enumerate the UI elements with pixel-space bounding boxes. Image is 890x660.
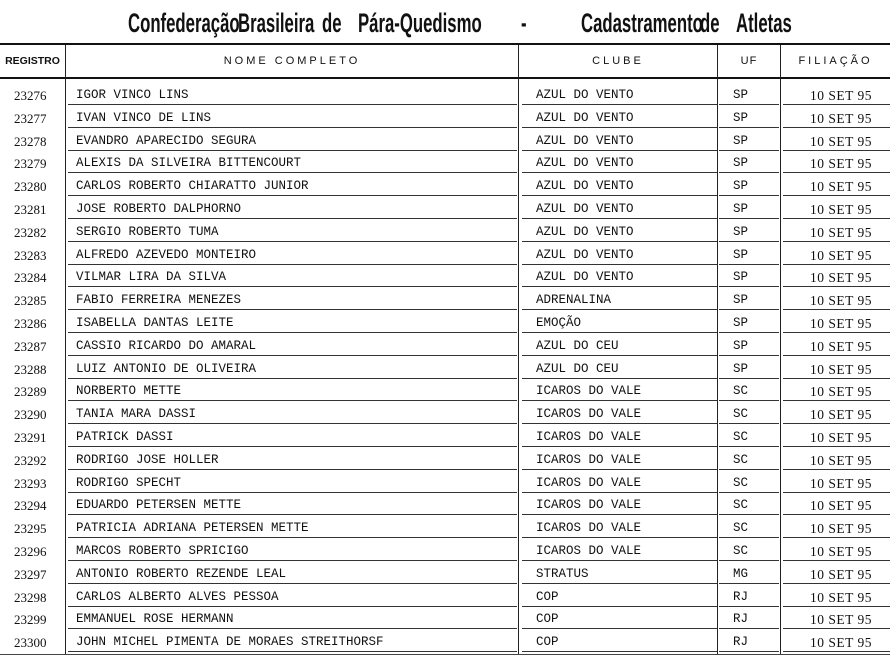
nome-cell: MARCOS ROBERTO SPRICIGO — [76, 543, 249, 558]
row-underline — [68, 218, 517, 219]
table-row — [0, 380, 890, 403]
uf-cell: RJ — [733, 612, 749, 627]
registro-cell: 23285 — [14, 293, 47, 309]
title-word: de — [700, 8, 720, 38]
row-underline — [68, 492, 517, 493]
filiacao-cell: 10 SET 95 — [810, 247, 873, 263]
row-underline — [68, 332, 517, 333]
uf-cell: SP — [733, 156, 749, 171]
nome-cell: CARLOS ALBERTO ALVES PESSOA — [76, 589, 279, 604]
row-underline — [68, 264, 517, 265]
row-underline — [719, 492, 779, 493]
filiacao-cell: 10 SET 95 — [810, 384, 873, 400]
row-underline — [522, 195, 717, 196]
row-underline — [719, 423, 779, 424]
filiacao-cell: 10 SET 95 — [810, 407, 873, 423]
nome-cell: IVAN VINCO DE LINS — [76, 110, 212, 125]
clube-cell: ICAROS DO VALE — [536, 498, 642, 513]
title-word: - — [521, 8, 527, 38]
nome-cell: JOSE ROBERTO DALPHORNO — [76, 201, 242, 216]
nome-cell: TANIA MARA DASSI — [76, 407, 197, 422]
row-underline — [719, 286, 779, 287]
registro-cell: 23286 — [14, 315, 47, 331]
table-row — [0, 540, 890, 563]
row-underline — [719, 195, 779, 196]
table-row — [0, 266, 890, 289]
row-underline — [719, 583, 779, 584]
row-underline — [68, 127, 517, 128]
clube-cell: AZUL DO CEU — [536, 338, 619, 353]
table-row — [0, 608, 890, 631]
row-underline — [522, 400, 717, 401]
nome-cell: JOHN MICHEL PIMENTA DE MORAES STREITHORSF — [76, 635, 384, 650]
clube-cell: AZUL DO CEU — [536, 361, 619, 376]
row-underline — [783, 560, 890, 561]
nome-cell: VILMAR LIRA DA SILVA — [76, 270, 227, 285]
table-row — [0, 517, 890, 540]
row-underline — [783, 378, 890, 379]
header-rule — [0, 77, 890, 79]
nome-cell: EDUARDO PETERSEN METTE — [76, 498, 242, 513]
registro-cell: 23287 — [14, 338, 47, 354]
row-underline — [68, 628, 517, 629]
row-underline — [719, 332, 779, 333]
clube-cell: AZUL DO VENTO — [536, 88, 634, 102]
header-filiacao: FILIAÇÃO — [798, 55, 873, 67]
row-underline — [68, 150, 517, 151]
uf-cell: SP — [733, 315, 749, 330]
row-underline — [783, 172, 890, 173]
registro-cell: 23293 — [14, 475, 47, 491]
row-underline — [522, 651, 717, 652]
title-word: Atletas — [736, 8, 792, 38]
clube-cell: AZUL DO VENTO — [536, 156, 634, 171]
table-row — [0, 472, 890, 495]
row-underline — [522, 127, 717, 128]
registro-cell: 23278 — [14, 133, 47, 149]
row-underline — [68, 514, 517, 515]
row-underline — [522, 264, 717, 265]
row-underline — [783, 264, 890, 265]
row-underline — [68, 537, 517, 538]
row-underline — [68, 583, 517, 584]
nome-cell: EMMANUEL ROSE HERMANN — [76, 612, 234, 627]
uf-cell: SC — [733, 384, 749, 399]
registro-cell: 23295 — [14, 521, 47, 537]
row-underline — [783, 286, 890, 287]
registro-cell: 23288 — [14, 361, 47, 377]
row-underline — [522, 286, 717, 287]
registro-cell: 23300 — [14, 635, 47, 651]
filiacao-cell: 10 SET 95 — [810, 133, 873, 149]
row-underline — [783, 537, 890, 538]
nome-cell: PATRICIA ADRIANA PETERSEN METTE — [76, 521, 309, 536]
header-nome-completo: NOME COMPLETO — [223, 55, 361, 67]
row-underline — [719, 172, 779, 173]
registro-cell: 23280 — [14, 179, 47, 195]
row-underline — [783, 514, 890, 515]
filiacao-cell: 10 SET 95 — [810, 566, 873, 582]
filiacao-cell: 10 SET 95 — [810, 179, 873, 195]
table-row — [0, 107, 890, 130]
filiacao-cell: 10 SET 95 — [810, 429, 873, 445]
uf-cell: SP — [733, 201, 749, 216]
row-underline — [522, 150, 717, 151]
clube-cell: ICAROS DO VALE — [536, 543, 642, 558]
clube-cell: AZUL DO VENTO — [536, 270, 634, 285]
filiacao-cell: 10 SET 95 — [810, 224, 873, 240]
row-underline — [522, 560, 717, 561]
row-underline — [719, 127, 779, 128]
uf-cell: SC — [733, 407, 749, 422]
nome-cell: IGOR VINCO LINS — [76, 88, 189, 102]
registro-cell: 23297 — [14, 566, 47, 582]
nome-cell: LUIZ ANTONIO DE OLIVEIRA — [76, 361, 257, 376]
table-row — [0, 244, 890, 267]
row-underline — [719, 446, 779, 447]
uf-cell: SP — [733, 224, 749, 239]
row-underline — [719, 241, 779, 242]
row-underline — [783, 606, 890, 607]
row-underline — [68, 104, 517, 105]
uf-cell: SP — [733, 110, 749, 125]
uf-cell: SC — [733, 543, 749, 558]
row-underline — [522, 355, 717, 356]
row-underline — [783, 150, 890, 151]
uf-cell: MG — [733, 566, 749, 581]
registro-cell: 23279 — [14, 156, 47, 172]
uf-cell: SC — [733, 429, 749, 444]
table-row — [0, 631, 890, 654]
row-underline — [783, 423, 890, 424]
clube-cell: AZUL DO VENTO — [536, 133, 634, 148]
title-word: Confederação — [128, 8, 240, 38]
row-underline — [783, 446, 890, 447]
registro-cell: 23291 — [14, 429, 47, 445]
registro-cell: 23284 — [14, 270, 47, 286]
registro-cell: 23296 — [14, 543, 47, 559]
nome-cell: RODRIGO JOSE HOLLER — [76, 452, 219, 467]
uf-cell: SC — [733, 498, 749, 513]
registro-cell: 23299 — [14, 612, 47, 628]
row-underline — [522, 309, 717, 310]
row-underline — [68, 241, 517, 242]
registro-cell: 23289 — [14, 384, 47, 400]
row-underline — [719, 606, 779, 607]
registro-cell: 23298 — [14, 589, 47, 605]
row-underline — [522, 583, 717, 584]
row-underline — [522, 446, 717, 447]
row-underline — [719, 400, 779, 401]
row-underline — [68, 423, 517, 424]
clube-cell: STRATUS — [536, 566, 589, 581]
row-underline — [783, 628, 890, 629]
row-underline — [719, 355, 779, 356]
header-registro: REGISTRO — [5, 55, 60, 67]
row-underline — [68, 309, 517, 310]
filiacao-cell: 10 SET 95 — [810, 498, 873, 514]
nome-cell: ANTONIO ROBERTO REZENDE LEAL — [76, 566, 287, 581]
row-underline — [719, 264, 779, 265]
clube-cell: EMOÇÃO — [536, 315, 582, 330]
uf-cell: SP — [733, 361, 749, 376]
row-underline — [719, 537, 779, 538]
table-row — [0, 221, 890, 244]
row-underline — [522, 104, 717, 105]
row-underline — [522, 514, 717, 515]
clube-cell: ICAROS DO VALE — [536, 521, 642, 536]
row-underline — [522, 492, 717, 493]
nome-cell: SERGIO ROBERTO TUMA — [76, 224, 219, 239]
row-underline — [783, 355, 890, 356]
uf-cell: SP — [733, 88, 749, 102]
nome-cell: ALFREDO AZEVEDO MONTEIRO — [76, 247, 257, 262]
row-underline — [68, 400, 517, 401]
uf-cell: RJ — [733, 635, 749, 650]
registro-cell: 23276 — [14, 88, 47, 103]
nome-cell: ISABELLA DANTAS LEITE — [76, 315, 234, 330]
athlete-table — [0, 84, 890, 654]
uf-cell: SC — [733, 452, 749, 467]
table-row — [0, 312, 890, 335]
row-underline — [68, 469, 517, 470]
title-word: Cadastramento — [581, 8, 703, 38]
filiacao-cell: 10 SET 95 — [810, 452, 873, 468]
row-underline — [719, 309, 779, 310]
row-underline — [522, 469, 717, 470]
uf-cell: SP — [733, 247, 749, 262]
clube-cell: AZUL DO VENTO — [536, 247, 634, 262]
filiacao-cell: 10 SET 95 — [810, 315, 873, 331]
clube-cell: ICAROS DO VALE — [536, 429, 642, 444]
clube-cell: AZUL DO VENTO — [536, 179, 634, 194]
table-row — [0, 130, 890, 153]
header-uf: UF — [740, 55, 758, 67]
nome-cell: CARLOS ROBERTO CHIARATTO JUNIOR — [76, 179, 309, 194]
row-underline — [522, 378, 717, 379]
uf-cell: SC — [733, 521, 749, 536]
uf-cell: SP — [733, 179, 749, 194]
row-underline — [783, 583, 890, 584]
filiacao-cell: 10 SET 95 — [810, 475, 873, 491]
clube-cell: AZUL DO VENTO — [536, 110, 634, 125]
row-underline — [522, 218, 717, 219]
clube-cell: COP — [536, 612, 559, 627]
row-underline — [783, 195, 890, 196]
row-underline — [522, 332, 717, 333]
row-underline — [719, 378, 779, 379]
filiacao-cell: 10 SET 95 — [810, 612, 873, 628]
clube-cell: AZUL DO VENTO — [536, 201, 634, 216]
filiacao-cell: 10 SET 95 — [810, 338, 873, 354]
row-underline — [522, 537, 717, 538]
table-row — [0, 198, 890, 221]
registro-cell: 23281 — [14, 201, 47, 217]
row-underline — [68, 378, 517, 379]
row-underline — [719, 514, 779, 515]
row-underline — [783, 332, 890, 333]
row-underline — [783, 651, 890, 652]
registro-cell: 23290 — [14, 407, 47, 423]
table-row — [0, 449, 890, 472]
row-underline — [719, 218, 779, 219]
clube-cell: ICAROS DO VALE — [536, 384, 642, 399]
row-underline — [522, 628, 717, 629]
clube-cell: AZUL DO VENTO — [536, 224, 634, 239]
row-underline — [68, 446, 517, 447]
title-word: de — [322, 8, 342, 38]
table-row — [0, 586, 890, 609]
row-underline — [68, 355, 517, 356]
document-title — [0, 0, 890, 44]
row-underline — [522, 172, 717, 173]
title-word: Pára-Quedismo — [358, 8, 482, 38]
uf-cell: SC — [733, 475, 749, 490]
nome-cell: RODRIGO SPECHT — [76, 475, 182, 490]
filiacao-cell: 10 SET 95 — [810, 589, 873, 605]
filiacao-cell: 10 SET 95 — [810, 270, 873, 286]
uf-cell: SP — [733, 338, 749, 353]
filiacao-cell: 10 SET 95 — [810, 293, 873, 309]
row-underline — [68, 651, 517, 652]
table-row — [0, 403, 890, 426]
row-underline — [68, 172, 517, 173]
table-row — [0, 563, 890, 586]
clube-cell: ICAROS DO VALE — [536, 452, 642, 467]
filiacao-cell: 10 SET 95 — [810, 110, 873, 126]
table-row — [0, 358, 890, 381]
nome-cell: CASSIO RICARDO DO AMARAL — [76, 338, 257, 353]
table-row — [0, 426, 890, 449]
uf-cell: SP — [733, 293, 749, 308]
nome-cell: EVANDRO APARECIDO SEGURA — [76, 133, 257, 148]
filiacao-cell: 10 SET 95 — [810, 521, 873, 537]
nome-cell: FABIO FERREIRA MENEZES — [76, 293, 242, 308]
row-underline — [783, 241, 890, 242]
row-underline — [783, 400, 890, 401]
nome-cell: PATRICK DASSI — [76, 429, 174, 444]
nome-cell: ALEXIS DA SILVEIRA BITTENCOURT — [76, 156, 302, 171]
row-underline — [783, 469, 890, 470]
table-row — [0, 335, 890, 358]
row-underline — [719, 628, 779, 629]
table-row — [0, 175, 890, 198]
row-underline — [719, 651, 779, 652]
row-underline — [719, 150, 779, 151]
row-underline — [68, 560, 517, 561]
registro-cell: 23282 — [14, 224, 47, 240]
table-row — [0, 84, 890, 107]
filiacao-cell: 10 SET 95 — [810, 156, 873, 172]
row-underline — [522, 423, 717, 424]
clube-cell: ICAROS DO VALE — [536, 475, 642, 490]
row-underline — [783, 104, 890, 105]
registro-cell: 23292 — [14, 452, 47, 468]
filiacao-cell: 10 SET 95 — [810, 635, 873, 651]
filiacao-cell: 10 SET 95 — [810, 361, 873, 377]
row-underline — [783, 309, 890, 310]
nome-cell: NORBERTO METTE — [76, 384, 182, 399]
row-underline — [68, 606, 517, 607]
table-row — [0, 152, 890, 175]
row-underline — [719, 104, 779, 105]
clube-cell: ICAROS DO VALE — [536, 407, 642, 422]
row-underline — [783, 492, 890, 493]
row-underline — [68, 195, 517, 196]
row-underline — [783, 218, 890, 219]
filiacao-cell: 10 SET 95 — [810, 201, 873, 217]
row-underline — [522, 606, 717, 607]
row-underline — [719, 560, 779, 561]
uf-cell: SP — [733, 133, 749, 148]
row-underline — [783, 127, 890, 128]
registro-cell: 23277 — [14, 110, 47, 126]
header-clube: CLUBE — [592, 55, 644, 67]
filiacao-cell: 10 SET 95 — [810, 88, 873, 103]
clube-cell: COP — [536, 635, 559, 650]
row-underline — [719, 469, 779, 470]
row-underline — [522, 241, 717, 242]
registro-cell: 23283 — [14, 247, 47, 263]
table-row — [0, 494, 890, 517]
bottom-rule — [0, 654, 890, 655]
table-row — [0, 289, 890, 312]
registro-cell: 23294 — [14, 498, 47, 514]
filiacao-cell: 10 SET 95 — [810, 543, 873, 559]
uf-cell: SP — [733, 270, 749, 285]
uf-cell: RJ — [733, 589, 749, 604]
row-underline — [68, 286, 517, 287]
title-word: Brasileira — [238, 8, 315, 38]
clube-cell: ADRENALINA — [536, 293, 612, 308]
clube-cell: COP — [536, 589, 559, 604]
